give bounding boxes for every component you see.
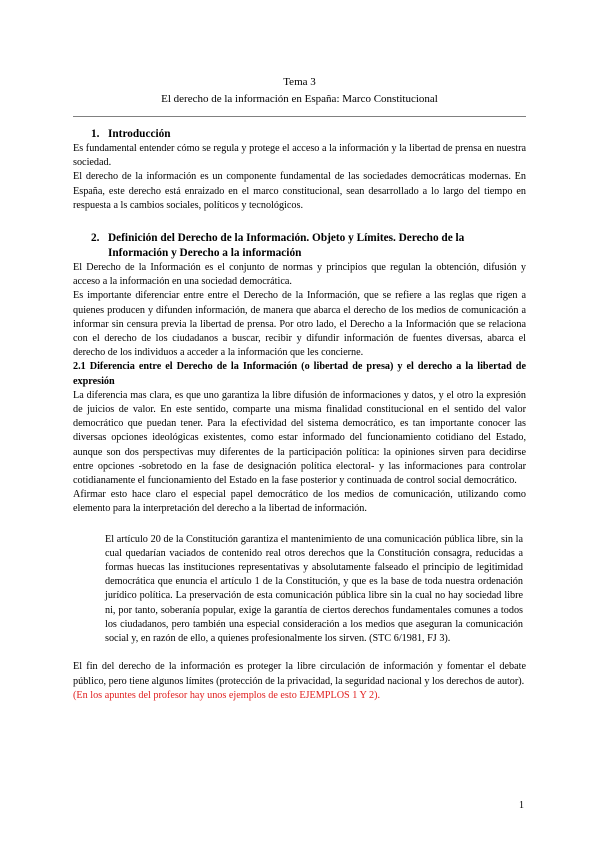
intro-paragraph-1: Es fundamental entender cómo se regula y protege el acceso a la información y la libertad de prensa en nuestra sociedad. <box>73 143 526 169</box>
section-1-title: Introducción <box>108 128 171 140</box>
document-title: El derecho de la información en España: Marco Constitucional <box>161 93 438 105</box>
section-1-number: 1. <box>91 128 100 140</box>
constitution-quote: El artículo 20 de la Constitución garantiza el mantenimiento de una comunicación pública libre, sin la cual quedarían vaciados de contenido real otros derechos que la Constitución consagra, reducidas a formas huecas las instituciones representativas y absolutamente falseado el principio de legitimidad democrática que enuncia el artículo 1 de la Constitución, y que es la base de toda nuestra ordenación jurídico política. La preservación de esta comunicación pública libre sin la cual no hay sociedad libre ni, por tanto, soberanía popular, exige la garantía de ciertos derechos fundamentales comunes a todos los ciudadanos, pero también una especial consideración a los medios que aseguran la comunicación social y, en razón de ello, a quienes profesionalmente los sirven. (STC 6/1981, FJ 3). <box>105 533 523 645</box>
section-1-heading <box>73 127 526 142</box>
purpose-paragraph: El fin del derecho de la información es proteger la libre circulación de información y fomentar el debate público, pero tiene algunos límites (protección de la privacidad, la seguridad nacional y los derechos de autor). <box>73 661 526 687</box>
section-2-heading <box>73 231 526 261</box>
section-2-number: 2. <box>91 232 100 245</box>
professor-note: (En los apuntes del profesor hay unos ejemplos de esto EJEMPLOS 1 Y 2). <box>73 689 381 701</box>
definition-paragraph: El Derecho de la Información es el conjunto de normas y principios que regulan la obtención, difusión y acceso a la información en una sociedad democrática. <box>73 262 526 288</box>
difference-paragraph: Es importante diferenciar entre entre el Derecho de la Información, que se refiere a las reglas que rigen a quienes producen y difunden información, de manera que abarca el derecho de los medios de comunicación a informar sin censura previa la libertad de prensa. Por otro lado, el Derecho a la Información que se relaciona con el derecho de los ciudadanos a buscar, recibir y difundir información de fuentes diversas, abarca el derecho de los individuos a acceder a la información que les concierne. <box>73 290 526 359</box>
title-divider <box>73 116 526 117</box>
subsection-paragraph-1: La diferencia mas clara, es que uno garantiza la libre difusión de informaciones y datos, y el otro la expresión de juicios de valor. En este sentido, comparte una misma finalidad constitucional en el sentido del valor democrático que puedan tener. Para la efectividad del sistema democrático, es tan importante conocer las diversas opciones ideológicas existentes, como estar informado del funcionamiento cotidiano del Estado, aunque son dos perspectivas muy diferentes de la participación política: la opiniones sirven para decidirse entre opciones -sobretodo en la fase de designación política electoral- y las informaciones para controlar cotidianamente el funcionamiento del Estado en la fase posterior y continuada de control social democrático. <box>73 389 526 487</box>
subsection-paragraph-2: Afirmar esto hace claro el especial papel democrático de los medios de comunicación, utilizando como elemento para la interpretación del derecho a la libertad de información. <box>73 489 526 515</box>
intro-paragraph-2: El derecho de la información es un componente fundamental de las sociedades democráticas modernas. En España, este derecho está enraizado en el marco constitucional, sean desarrollado a lo largo del tiempo en respuesta a ls cambios sociales, políticos y tecnológicos. <box>73 171 526 211</box>
page-number: 1 <box>519 800 524 811</box>
topic-label: Tema 3 <box>283 76 316 88</box>
section-2-title-line2: Información y Derecho a la información <box>108 247 302 260</box>
spacer <box>73 646 526 660</box>
subsection-2-1-heading: 2.1 Diferencia entre el Derecho de la Información (o libertad de presa) y el derecho a la libertad de expresión <box>73 361 526 387</box>
section-2-title-line1: Definición del Derecho de la Información. Objeto y Límites. Derecho de la <box>108 232 465 245</box>
page-content <box>73 74 526 703</box>
